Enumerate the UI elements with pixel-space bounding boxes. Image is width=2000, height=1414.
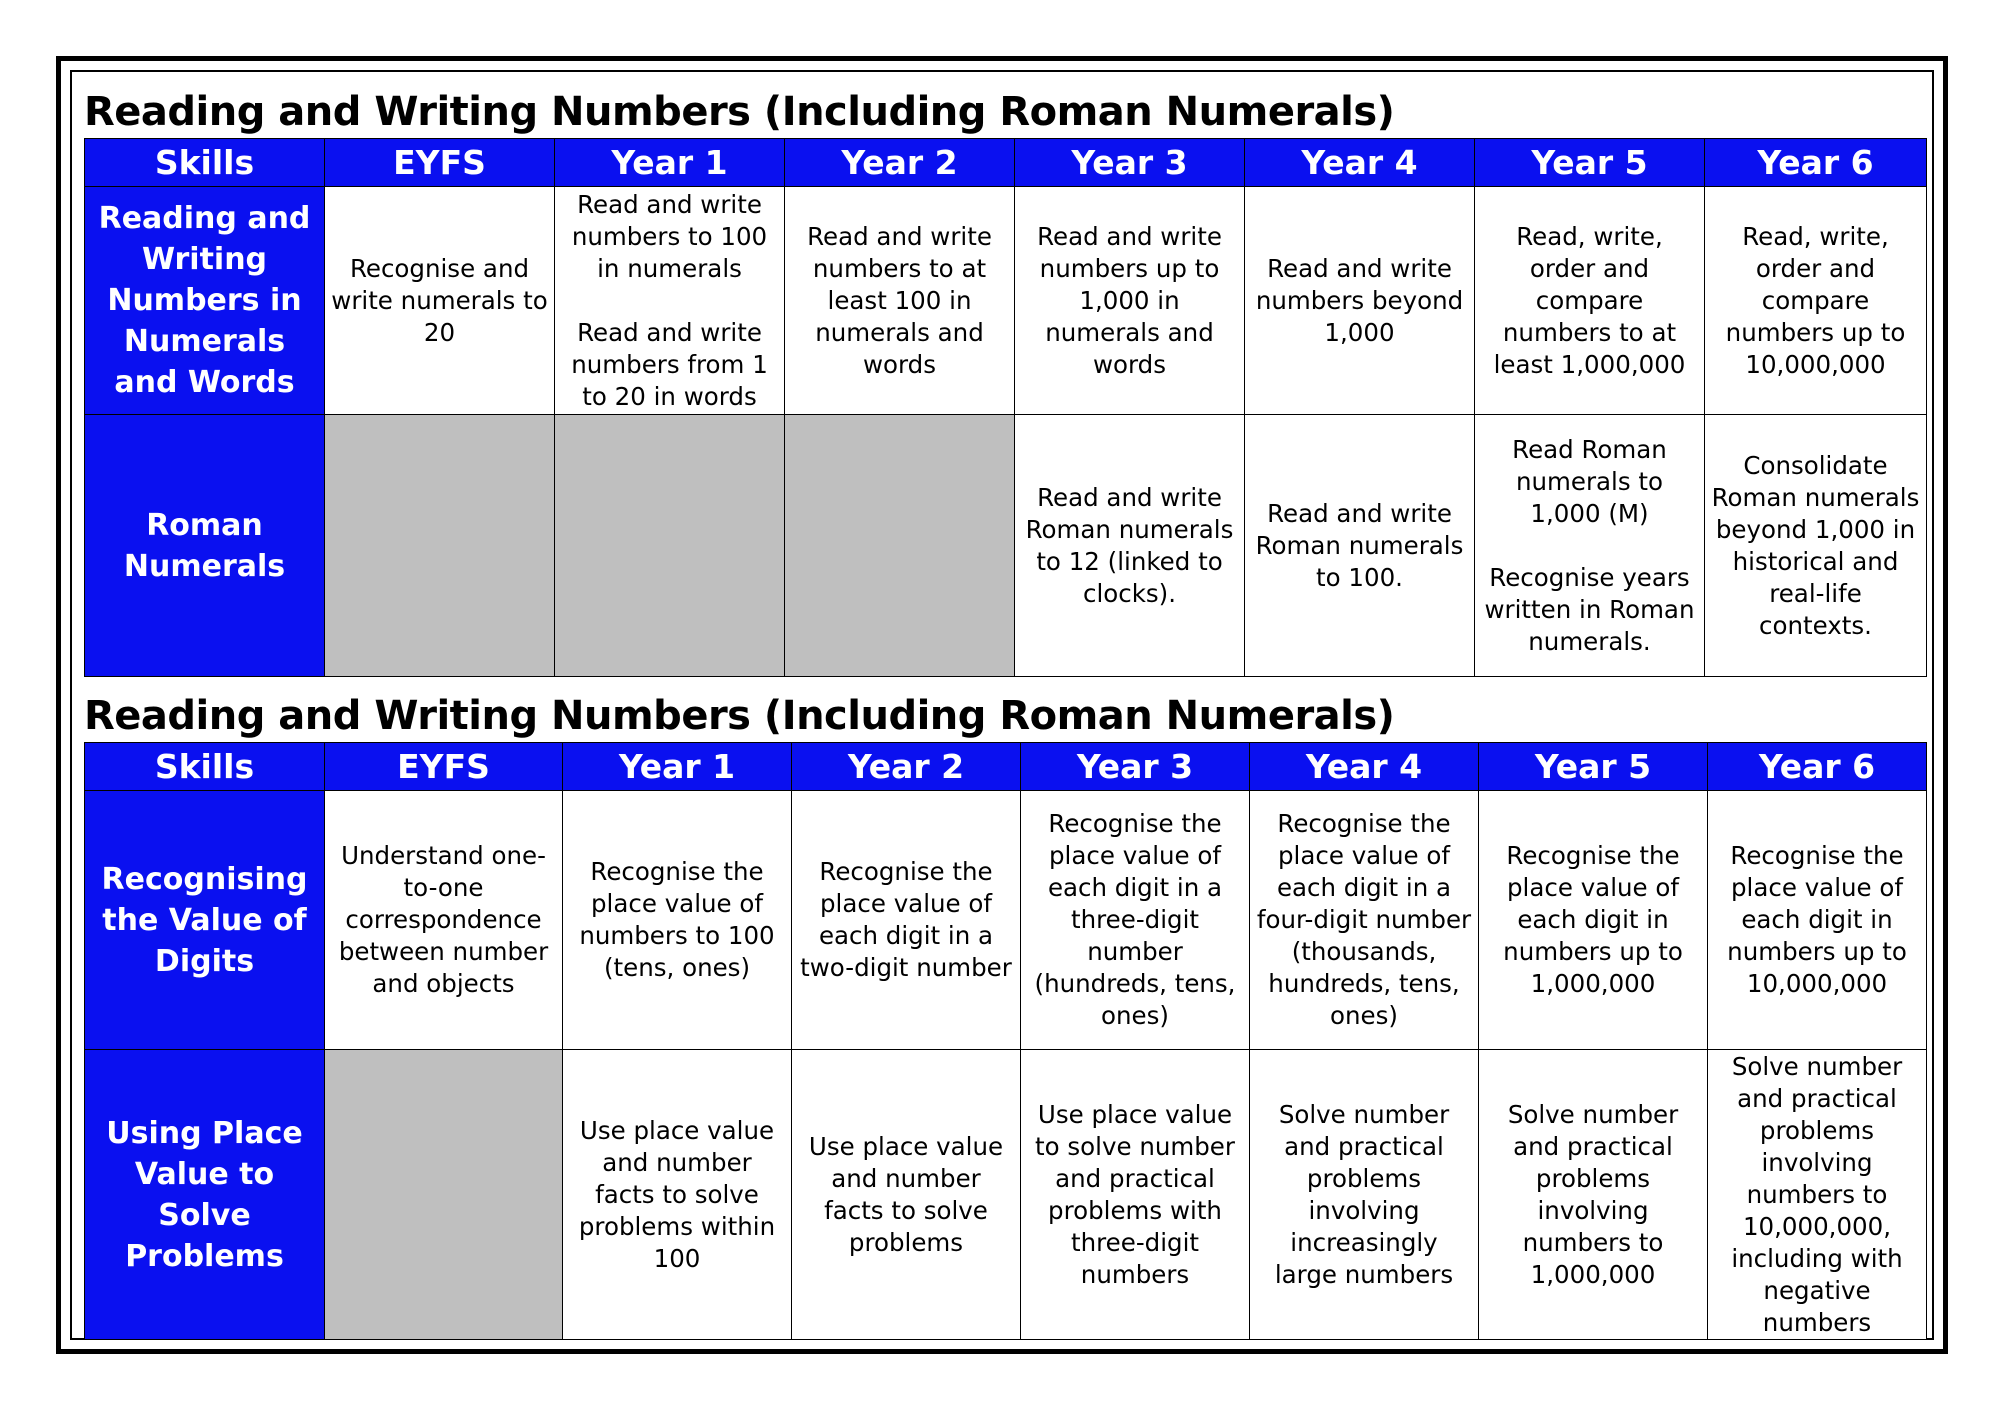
header-year-5: Year 5 xyxy=(1479,743,1708,791)
header-year-2: Year 2 xyxy=(785,139,1015,187)
cell-year-2: Recognise the place value of each digit in a two-digit number xyxy=(792,791,1021,1050)
header-year-6: Year 6 xyxy=(1705,139,1927,187)
cell-year-4: Read and write Roman numerals to 100. xyxy=(1245,415,1475,677)
empty-cell-year-2 xyxy=(785,415,1015,677)
cell-year-5: Read Roman numerals to 1,000 (M) Recognise years written in Roman numerals. xyxy=(1475,415,1705,677)
header-eyfs: EYFS xyxy=(325,139,555,187)
skills-table xyxy=(84,138,1927,677)
section-place-value xyxy=(84,690,1926,1340)
table-row xyxy=(85,791,1927,1050)
header-eyfs: EYFS xyxy=(325,743,563,791)
header-year-6: Year 6 xyxy=(1708,743,1927,791)
cell-year-6: Solve number and practical problems involving numbers to 10,000,000, including with negative numbers xyxy=(1708,1050,1927,1340)
cell-year-6: Read, write, order and compare numbers up to 10,000,000 xyxy=(1705,187,1927,415)
header-year-3: Year 3 xyxy=(1015,139,1245,187)
cell-year-1: Use place value and number facts to solve problems within 100 xyxy=(563,1050,792,1340)
empty-cell-eyfs xyxy=(325,415,555,677)
cell-year-3: Read and write numbers up to 1,000 in numerals and words xyxy=(1015,187,1245,415)
cell-year-4: Recognise the place value of each digit in a four-digit number (thousands, hundreds, tens, ones) xyxy=(1250,791,1479,1050)
cell-year-6: Consolidate Roman numerals beyond 1,000 in historical and real-life contexts. xyxy=(1705,415,1927,677)
cell-eyfs: Understand one-to-one correspondence between number and objects xyxy=(325,791,563,1050)
header-row xyxy=(85,139,1927,187)
cell-year-2: Use place value and number facts to solve problems xyxy=(792,1050,1021,1340)
skill-label: Using Place Value to Solve Problems xyxy=(85,1050,325,1340)
cell-year-1: Recognise the place value of numbers to 100 (tens, ones) xyxy=(563,791,792,1050)
cell-year-5: Solve number and practical problems involving numbers to 1,000,000 xyxy=(1479,1050,1708,1340)
skill-label: Recognising the Value of Digits xyxy=(85,791,325,1050)
header-year-4: Year 4 xyxy=(1245,139,1475,187)
table-row xyxy=(85,187,1927,415)
table-row xyxy=(85,415,1927,677)
cell-year-4: Solve number and practical problems involving increasingly large numbers xyxy=(1250,1050,1479,1340)
header-year-1: Year 1 xyxy=(563,743,792,791)
cell-year-2: Read and write numbers to at least 100 in numerals and words xyxy=(785,187,1015,415)
header-skills: Skills xyxy=(85,139,325,187)
header-skills: Skills xyxy=(85,743,325,791)
skills-table xyxy=(84,742,1927,1340)
empty-cell-year-1 xyxy=(555,415,785,677)
cell-year-5: Read, write, order and compare numbers to at least 1,000,000 xyxy=(1475,187,1705,415)
cell-year-1: Read and write numbers to 100 in numerals Read and write numbers from 1 to 20 in words xyxy=(555,187,785,415)
header-year-5: Year 5 xyxy=(1475,139,1705,187)
cell-year-3: Use place value to solve number and practical problems with three-digit numbers xyxy=(1021,1050,1250,1340)
section-reading-writing xyxy=(84,86,1926,677)
header-year-3: Year 3 xyxy=(1021,743,1250,791)
cell-year-6: Recognise the place value of each digit in numbers up to 10,000,000 xyxy=(1708,791,1927,1050)
skill-label: Reading and Writing Numbers in Numerals and Words xyxy=(85,187,325,415)
cell-year-4: Read and write numbers beyond 1,000 xyxy=(1245,187,1475,415)
header-year-2: Year 2 xyxy=(792,743,1021,791)
section-title: Reading and Writing Numbers (Including Roman Numerals) xyxy=(84,89,1395,135)
section-title: Reading and Writing Numbers (Including Roman Numerals) xyxy=(84,693,1395,739)
cell-eyfs: Recognise and write numerals to 20 xyxy=(325,187,555,415)
header-row xyxy=(85,743,1927,791)
empty-cell-eyfs xyxy=(325,1050,563,1340)
table-row xyxy=(85,1050,1927,1340)
cell-year-5: Recognise the place value of each digit in numbers up to 1,000,000 xyxy=(1479,791,1708,1050)
cell-year-3: Recognise the place value of each digit in a three-digit number (hundreds, tens, ones) xyxy=(1021,791,1250,1050)
header-year-4: Year 4 xyxy=(1250,743,1479,791)
skill-label: Roman Numerals xyxy=(85,415,325,677)
header-year-1: Year 1 xyxy=(555,139,785,187)
cell-year-3: Read and write Roman numerals to 12 (linked to clocks). xyxy=(1015,415,1245,677)
